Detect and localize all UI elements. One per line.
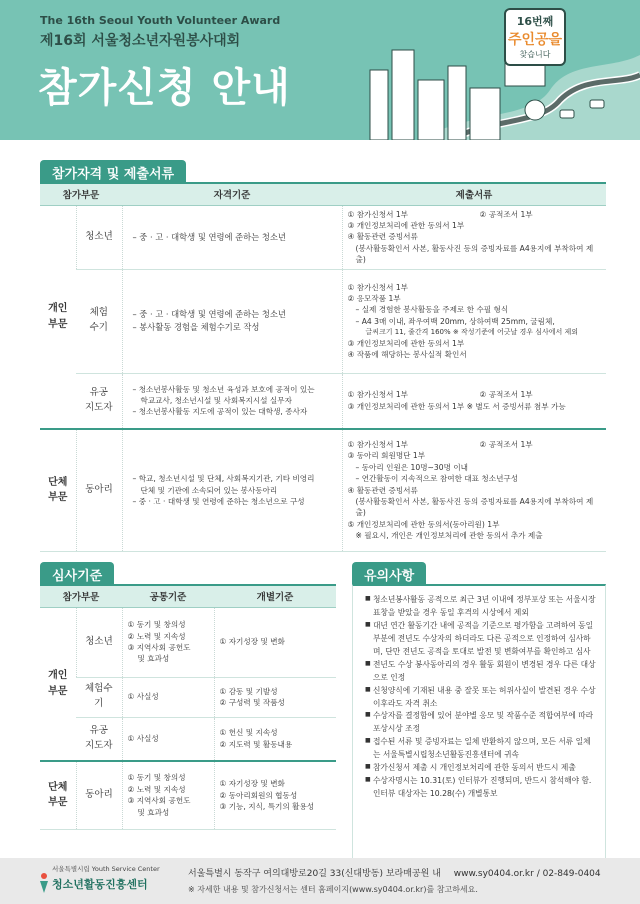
- category-individual: 개인 부문: [40, 205, 76, 429]
- phone-number: 02-849-0404: [542, 869, 601, 879]
- criteria-line: ① 자기성장 및 변화: [219, 637, 285, 647]
- documents-cell: [342, 373, 606, 429]
- criteria-line: ② 동아리회원의 협동성: [219, 790, 298, 800]
- category-individual: 개인 부문: [40, 607, 76, 761]
- table-row: [40, 717, 336, 761]
- notes-box: [352, 584, 606, 870]
- individual-cell: [214, 717, 336, 761]
- doc-line: ③ 개인정보처리에 관한 동의서 1부 ※ 별도 서 증빙서류 첨부 가능: [347, 401, 566, 411]
- doc-line: 글씨크기 11, 줄간격 160% ※ 작성기준에 어긋날 경우 심사에서 제외: [365, 328, 579, 337]
- sub-category: 동아리: [76, 761, 122, 829]
- note-item: ■ 수상자명시는 10.31(토) 인터뷰가 진행되며, 반드시 참석해야 함. 인터뷰 대상자는 10.28(수) 개별통보: [365, 775, 597, 801]
- address: 서울특별시 동작구 여의대방로20길 33(신대방동) 보라매공원 내: [188, 869, 441, 879]
- table-row: [40, 269, 606, 373]
- org-name: 청소년활동진흥센터: [52, 878, 148, 891]
- note-item: ■ 접수된 서류 및 증빙자료는 일체 반환하지 않으며, 모든 서류 일체는 서울특별시립청소년활동진흥센터에 귀속: [365, 736, 597, 762]
- note-item: ■ 청소년봉사활동 공적으로 최근 3년 이내에 정부포상 또는 서울시장 표창을 받았을 경우 동일 후격의 시상에서 제외: [365, 594, 597, 620]
- header-category: 참가부문: [40, 585, 122, 607]
- header-individual: 개별기준: [214, 585, 336, 607]
- badge-line-1: 16번째: [516, 15, 554, 28]
- badge-line-2: 주인공을: [507, 32, 563, 48]
- criteria-line: ② 지도력 및 활동내용: [219, 739, 293, 749]
- documents-cell: [342, 205, 606, 269]
- criteria-line: ② 노력 및 지속성: [127, 784, 186, 794]
- sub-category: 체험수기: [76, 677, 122, 717]
- doc-line: (봉사활동확인서 사본, 활동사진 등의 증빙자료를 A4용지에 부착하여 제출): [355, 496, 594, 518]
- criteria-line: ① 사실성: [127, 692, 159, 702]
- footer-note: ※ 자세한 내용 및 참가신청서는 센터 홈페이지(www.sy0404.or.kr)를 참고하세요.: [188, 885, 478, 894]
- doc-line: – 실제 경험한 봉사활동을 주제로 한 수필 형식: [355, 305, 509, 315]
- doc-text: ② 공적조서 1부: [479, 209, 533, 219]
- note-item: ■ 참가신청서 제출 시 개인정보처리에 관한 동의서 반드시 제출: [365, 762, 597, 775]
- sub-category: 동아리: [76, 429, 122, 551]
- header-criteria: 자격기준: [122, 183, 342, 205]
- center-logo: [52, 864, 172, 898]
- header-category: 참가부문: [40, 183, 122, 205]
- note-item: ■ 전년도 수상 봉사동아리의 경우 활동 회원이 변경된 경우 다른 대상으로 인정: [365, 659, 597, 685]
- criteria-cell: [122, 269, 342, 373]
- table-header-row: [40, 183, 606, 205]
- common-cell: [122, 607, 214, 677]
- criteria-line: – 청소년봉사활동 지도에 공적이 있는 대학생, 종사자: [132, 407, 308, 417]
- criteria-line: – 학교, 청소년시설 및 단체, 사회복지기관, 기타 비영리: [132, 474, 315, 484]
- individual-cell: [214, 677, 336, 717]
- section-tab-criteria: 심사기준: [40, 562, 114, 584]
- doc-line: [348, 389, 602, 400]
- criteria-cell: [122, 373, 342, 429]
- criteria-line: ① 헌신 및 지속성: [219, 728, 278, 738]
- sub-category: 체험 수기: [76, 269, 122, 373]
- doc-line: (봉사활동확인서 사본, 활동사진 등의 증빙자료를 A4용지에 부착하여 제출): [355, 243, 594, 265]
- city-illustration: [300, 0, 640, 140]
- header-common: 공통기준: [122, 585, 214, 607]
- criteria-line: ① 감동 및 기발성: [219, 686, 278, 696]
- documents-cell: [342, 429, 606, 551]
- doc-line: – A4 3매 이내, 좌우여백 20mm, 상하여백 25mm, 굴림체,: [355, 316, 555, 326]
- doc-text: ② 공적조서 1부: [479, 439, 533, 449]
- table-header-row: [40, 585, 336, 607]
- doc-line: ④ 작품에 해당하는 봉사실적 확인서: [347, 350, 467, 360]
- criteria-line: 단체 및 기관에 소속되어 있는 봉사동아리: [140, 485, 278, 495]
- table-row: [40, 677, 336, 717]
- doc-text: ① 참가신청서 1부: [347, 390, 408, 400]
- category-group: 단체 부문: [40, 429, 76, 551]
- note-item: ■ 수상자를 결정함에 있어 분야별 응모 및 작품수준 적합여부에 따라 포상시상 조정: [365, 710, 597, 736]
- criteria-line: ① 동기 및 창의성: [127, 620, 186, 630]
- criteria-line: ③ 지역사회 공헌도: [127, 796, 191, 806]
- doc-line: [348, 209, 602, 220]
- contact-line: 서울특별시 동작구 여의대방로20길 33(신대방동) 보라매공원 내 www.sy0404.or.kr / 02-849-0404: [188, 869, 601, 879]
- judging-table: [40, 584, 336, 830]
- section-tab-notes: 유의사항: [352, 562, 426, 584]
- doc-text: ① 참가신청서 1부: [347, 439, 408, 449]
- english-title: The 16th Seoul Youth Volunteer Award: [40, 14, 281, 27]
- table-row: [40, 373, 606, 429]
- criteria-line: – 중 · 고 · 대학생 및 연령에 준하는 청소년: [132, 309, 286, 320]
- table-row: [40, 761, 336, 829]
- header-banner: [0, 0, 640, 140]
- criteria-line: 학교교사, 청소년시설 및 사회복지시설 실무자: [140, 396, 292, 406]
- doc-line: – 연간활동이 지속적으로 참여한 대표 청소년구성: [355, 474, 519, 484]
- doc-line: – 동아리 인원은 10명~30명 이내: [355, 462, 468, 472]
- sub-category: 유공 지도자: [76, 717, 122, 761]
- doc-line: [348, 439, 602, 450]
- criteria-cell: [122, 205, 342, 269]
- criteria-line: ② 구성력 및 작품성: [219, 698, 285, 707]
- doc-text: ② 공적조서 1부: [479, 390, 533, 400]
- documents-cell: [342, 269, 606, 373]
- individual-cell: [214, 607, 336, 677]
- criteria-cell: [122, 429, 342, 551]
- doc-text: ① 참가신청서 1부: [347, 209, 408, 219]
- doc-line: ③ 개인정보처리에 관한 동의서 1부: [347, 220, 465, 230]
- sub-category: 청소년: [76, 205, 122, 269]
- page-title: 참가신청 안내: [38, 65, 291, 111]
- table-row: [40, 205, 606, 269]
- criteria-line: ① 자기성장 및 변화: [219, 779, 285, 789]
- doc-line: ④ 활동관련 증빙서류: [347, 485, 418, 495]
- sub-category: 청소년: [76, 607, 122, 677]
- table-row: [40, 607, 336, 677]
- criteria-line: – 봉사활동 경험을 체험수기로 작성: [132, 322, 260, 332]
- doc-line: ④ 활동관련 증빙서류: [347, 232, 418, 242]
- doc-line: ③ 동아리 회원명단 1부: [347, 451, 426, 461]
- criteria-line: ① 동기 및 창의성: [127, 773, 186, 783]
- criteria-line: – 중 · 고 · 대학생 및 연령에 준하는 청소년으로 구성: [132, 496, 305, 506]
- doc-line: ① 참가신청서 1부: [347, 282, 408, 292]
- criteria-line: ② 노력 및 지속성: [127, 631, 186, 641]
- common-cell: [122, 717, 214, 761]
- header-documents: 제출서류: [342, 183, 606, 205]
- note-item: ■ 신청양식에 기재된 내용 중 잘못 또는 허위사실이 발견된 경우 수상이후라도 자격 취소: [365, 685, 597, 711]
- leaf-icon: [38, 872, 50, 894]
- eligibility-table: [40, 182, 606, 552]
- award-badge: [504, 8, 566, 66]
- criteria-line: – 청소년봉사활동 및 청소년 육성과 보호에 공적이 있는: [132, 384, 315, 394]
- common-cell: [122, 761, 214, 829]
- table-row: [40, 429, 606, 551]
- individual-cell: [214, 761, 336, 829]
- criteria-line: 및 효과성: [137, 807, 170, 817]
- org-small-label: 서울특별시립 Youth Service Center: [52, 865, 160, 873]
- doc-line: ⑤ 개인정보처리에 관한 동의서(동아리원) 1부: [347, 519, 500, 529]
- section-tab-eligibility: 참가자격 및 제출서류: [40, 160, 186, 182]
- common-cell: [122, 677, 214, 717]
- criteria-line: – 중 · 고 · 대학생 및 연령에 준하는 청소년: [132, 231, 286, 242]
- criteria-line: ③ 기능, 지식, 특기의 활용성: [219, 801, 315, 811]
- doc-line: ② 응모작품 1부: [347, 293, 401, 303]
- website-link[interactable]: www.sy0404.or.kr: [453, 869, 534, 879]
- badge-line-3: 찾습니다: [519, 50, 551, 59]
- criteria-line: ③ 지역사회 공헌도: [127, 643, 191, 652]
- doc-line: ③ 개인정보처리에 관한 동의서 1부: [347, 338, 465, 348]
- sub-category: 유공 지도자: [76, 373, 122, 429]
- criteria-line: 및 효과성: [137, 654, 170, 664]
- footer: [0, 858, 640, 904]
- note-item: ■ 대년 연간 활동기간 내에 공적을 기준으로 평가함을 고려하여 동일부분에 전년도 수상자의 하더라도 다른 공적으로 인정하여 심사하며, 단만 전년도 공적을 토대로 발전 및 변화여부를 확인하고 심사: [365, 620, 597, 659]
- doc-line: ※ 필요시, 개인은 개인정보처리에 관한 동의서 추가 제출: [355, 531, 543, 541]
- category-group: 단체 부문: [40, 761, 76, 829]
- korean-subtitle: 제16회 서울청소년자원봉사대회: [40, 33, 241, 49]
- criteria-line: ① 사실성: [127, 734, 159, 744]
